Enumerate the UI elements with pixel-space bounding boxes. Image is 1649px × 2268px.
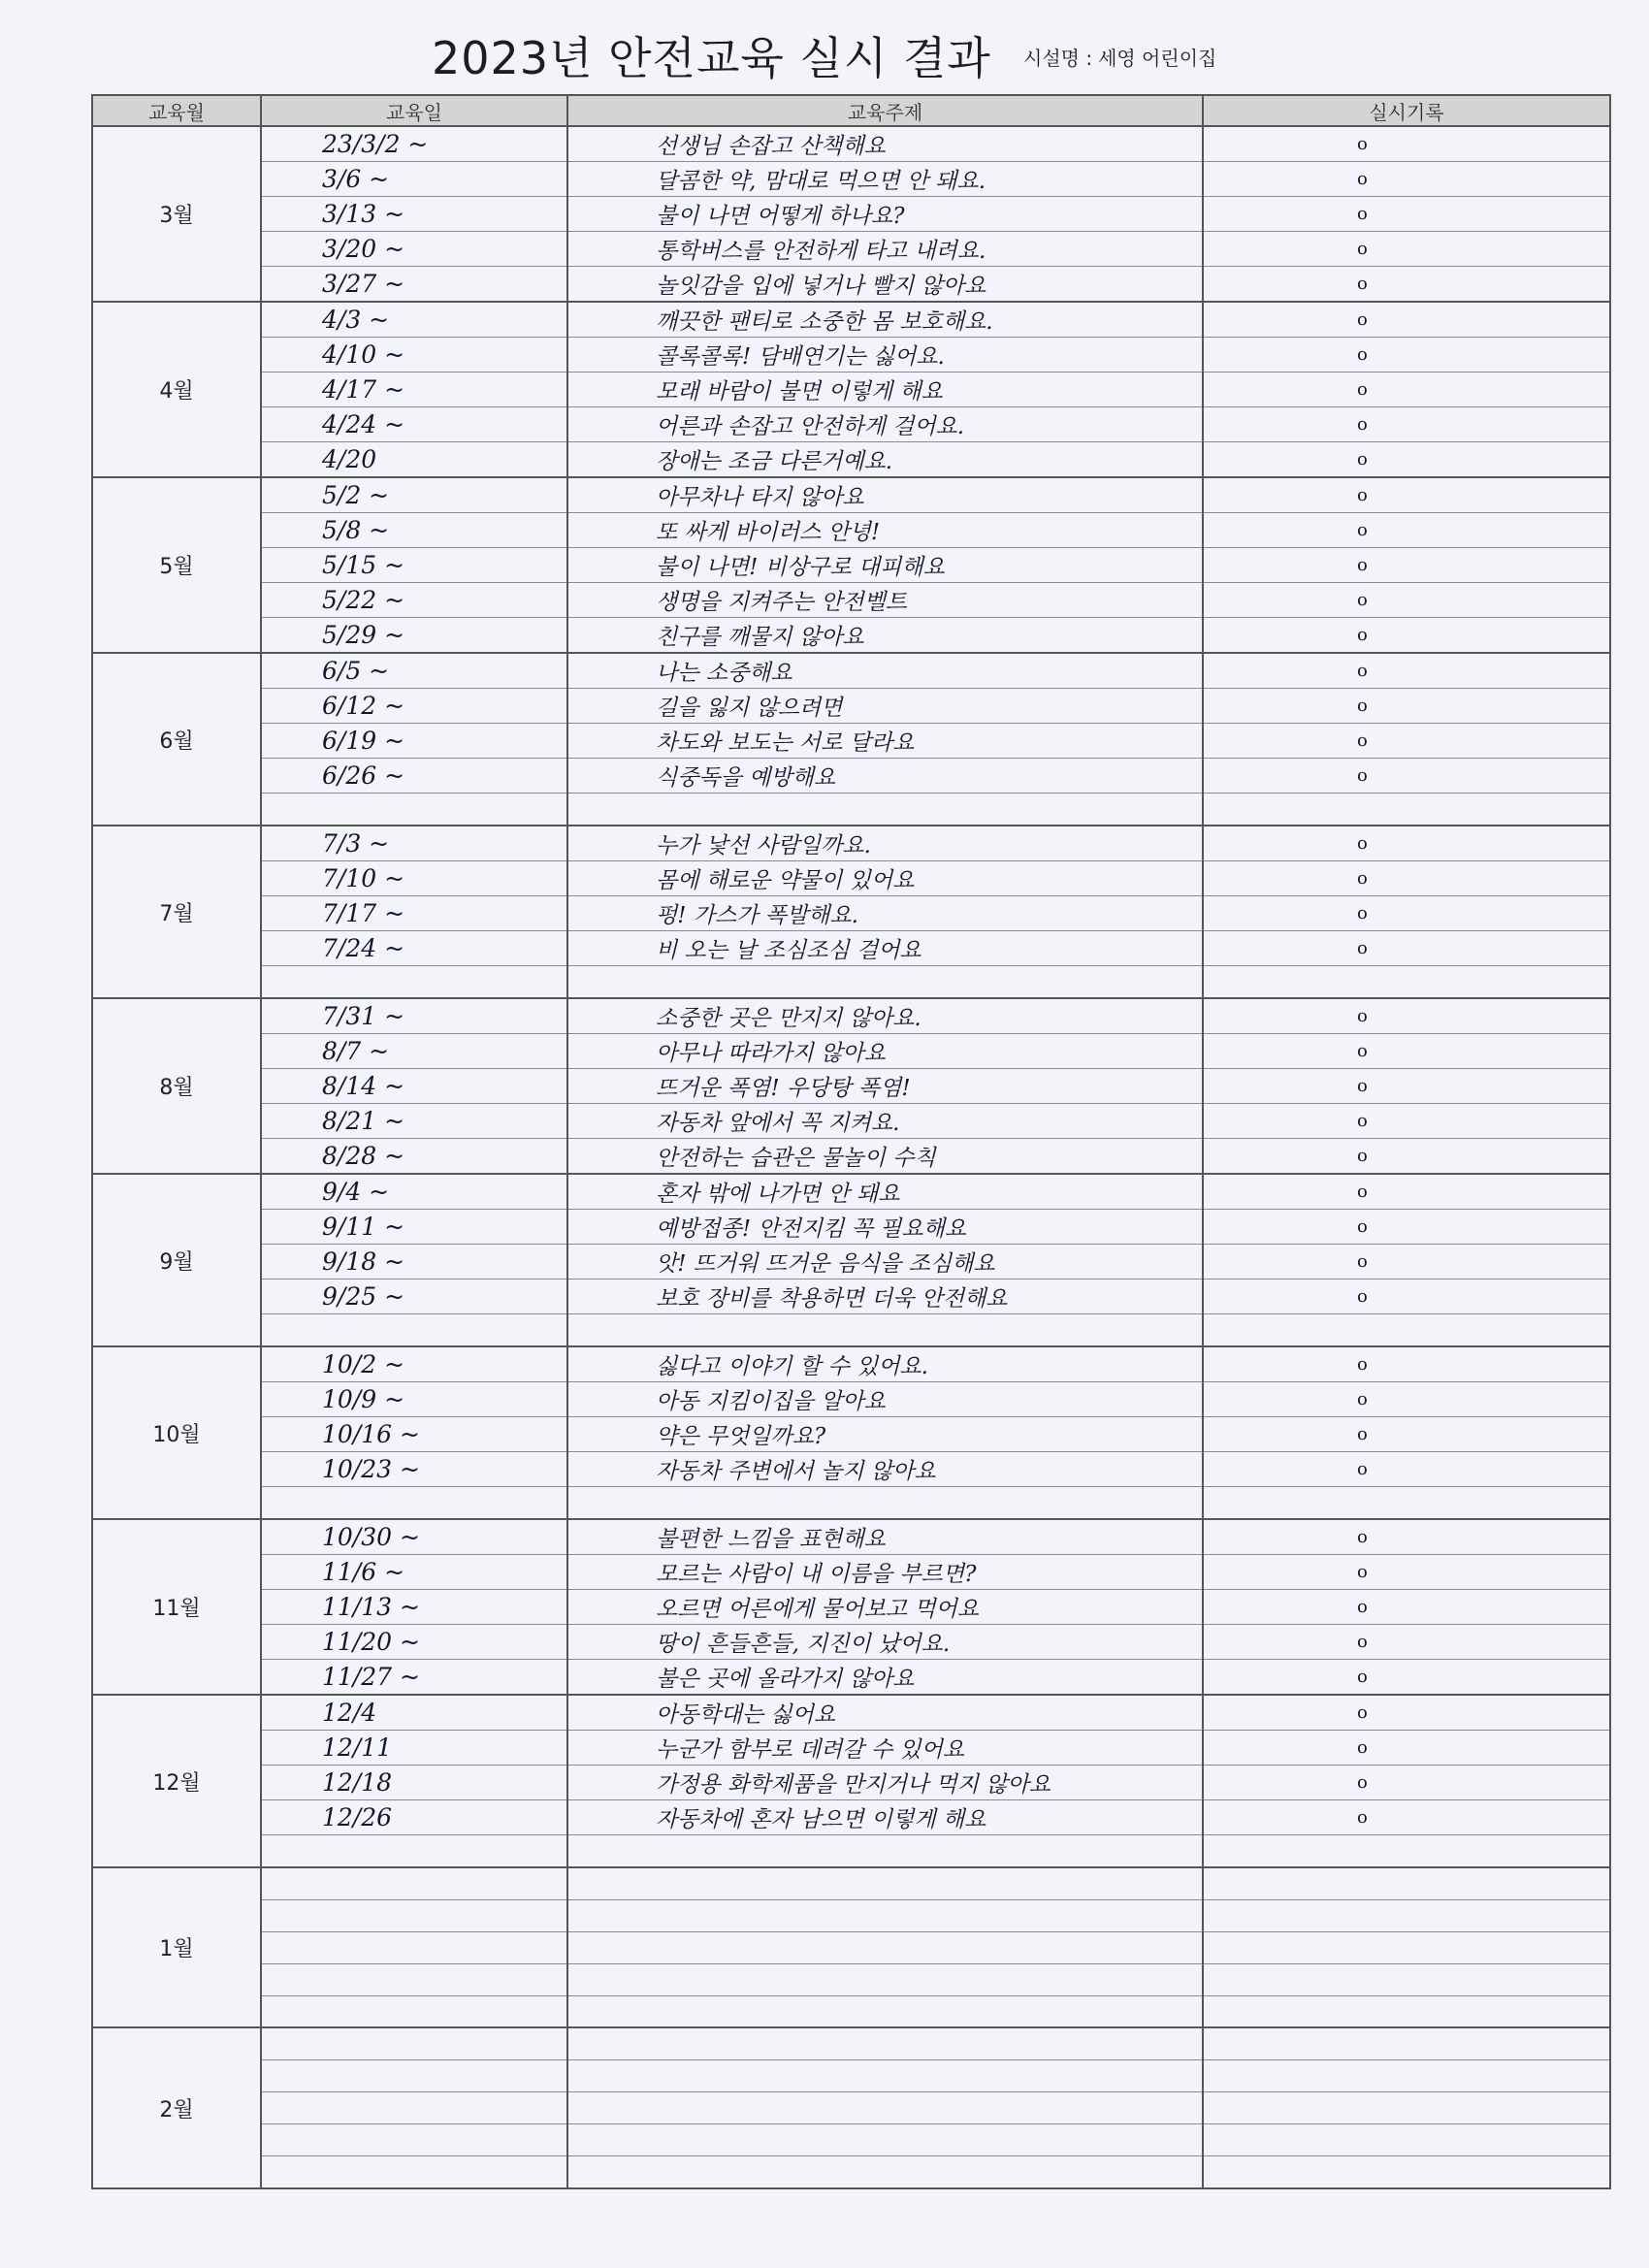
date-cell: 3/13 ~ [261, 197, 567, 232]
record-cell: o [1203, 653, 1610, 689]
record-cell: o [1203, 1139, 1610, 1175]
date-cell: 4/3 ~ [261, 302, 567, 338]
table-header-row [92, 95, 1610, 126]
table-row [92, 1800, 1610, 1835]
topic-cell: 차도와 보도는 서로 달라요 [567, 724, 1203, 759]
date-cell: 11/6 ~ [261, 1555, 567, 1590]
table-row [92, 1174, 1610, 1210]
date-cell: 7/10 ~ [261, 861, 567, 896]
record-cell: o [1203, 267, 1610, 303]
topic-cell: 아동 지킴이집을 알아요 [567, 1382, 1203, 1417]
date-cell: 5/2 ~ [261, 477, 567, 513]
table-row [92, 826, 1610, 861]
date-cell: 8/14 ~ [261, 1069, 567, 1104]
date-cell: 7/24 ~ [261, 931, 567, 966]
record-cell: o [1203, 583, 1610, 618]
table-row [92, 1900, 1610, 1932]
table-row [92, 618, 1610, 654]
date-cell: 9/4 ~ [261, 1174, 567, 1210]
topic-cell [567, 794, 1203, 826]
record-cell: o [1203, 618, 1610, 654]
record-cell [1203, 2123, 1610, 2155]
date-cell: 10/30 ~ [261, 1519, 567, 1555]
record-cell [1203, 2027, 1610, 2059]
record-cell [1203, 2155, 1610, 2188]
table-row [92, 1590, 1610, 1625]
table-row [92, 966, 1610, 998]
date-cell: 8/28 ~ [261, 1139, 567, 1175]
table-row [92, 1931, 1610, 1963]
month-cell: 3월 [92, 126, 261, 302]
table-row [92, 759, 1610, 794]
date-cell: 3/27 ~ [261, 267, 567, 303]
page-title: 2023년 안전교육 실시 결과 [432, 32, 991, 84]
date-cell: 10/2 ~ [261, 1346, 567, 1382]
table-body [92, 126, 1610, 2188]
topic-cell: 뜨거운 폭염! 우당탕 폭염! [567, 1069, 1203, 1104]
topic-cell [567, 1995, 1203, 2027]
table-row [92, 1867, 1610, 1899]
record-cell: o [1203, 998, 1610, 1034]
date-cell: 10/9 ~ [261, 1382, 567, 1417]
date-cell: 3/20 ~ [261, 232, 567, 267]
table-row [92, 1452, 1610, 1487]
record-cell [1203, 1931, 1610, 1963]
date-cell [261, 2092, 567, 2124]
topic-cell: 나는 소중해요 [567, 653, 1203, 689]
month-cell: 11월 [92, 1519, 261, 1695]
table-row [92, 513, 1610, 548]
table-row [92, 197, 1610, 232]
date-cell: 4/24 ~ [261, 407, 567, 442]
date-cell: 9/11 ~ [261, 1210, 567, 1245]
date-cell: 12/11 [261, 1731, 567, 1766]
date-cell: 12/26 [261, 1800, 567, 1835]
date-cell: 11/13 ~ [261, 1590, 567, 1625]
topic-cell [567, 2155, 1203, 2188]
topic-cell: 어른과 손잡고 안전하게 걸어요. [567, 407, 1203, 442]
topic-cell: 자동차에 혼자 남으면 이렇게 해요 [567, 1800, 1203, 1835]
date-cell [261, 1487, 567, 1519]
record-cell: o [1203, 1034, 1610, 1069]
record-cell [1203, 1867, 1610, 1899]
date-cell [261, 2155, 567, 2188]
topic-cell [567, 1314, 1203, 1346]
month-cell: 9월 [92, 1174, 261, 1346]
record-cell: o [1203, 1766, 1610, 1800]
table-row [92, 2027, 1610, 2059]
topic-cell: 불이 나면 어떻게 하나요? [567, 197, 1203, 232]
date-cell: 5/29 ~ [261, 618, 567, 654]
record-cell: o [1203, 1660, 1610, 1696]
date-cell [261, 1900, 567, 1932]
table-row [92, 162, 1610, 197]
topic-cell [567, 2060, 1203, 2092]
table-row [92, 267, 1610, 303]
table-row [92, 1731, 1610, 1766]
record-cell: o [1203, 1346, 1610, 1382]
date-cell: 9/18 ~ [261, 1245, 567, 1280]
topic-cell: 가정용 화학제품을 만지거나 먹지 않아요 [567, 1766, 1203, 1800]
record-cell: o [1203, 1555, 1610, 1590]
date-cell: 7/31 ~ [261, 998, 567, 1034]
record-cell [1203, 1487, 1610, 1519]
record-cell: o [1203, 1800, 1610, 1835]
date-cell: 8/21 ~ [261, 1104, 567, 1139]
topic-cell: 식중독을 예방해요 [567, 759, 1203, 794]
topic-cell: 친구를 깨물지 않아요 [567, 618, 1203, 654]
record-cell [1203, 1995, 1610, 2027]
table-row [92, 689, 1610, 724]
topic-cell [567, 2027, 1203, 2059]
table-row [92, 1280, 1610, 1314]
topic-cell: 누군가 함부로 데려갈 수 있어요 [567, 1731, 1203, 1766]
topic-cell: 아무차나 타지 않아요 [567, 477, 1203, 513]
date-cell: 10/16 ~ [261, 1417, 567, 1452]
date-cell: 4/17 ~ [261, 373, 567, 407]
topic-cell: 선생님 손잡고 산책해요 [567, 126, 1203, 162]
date-cell: 6/26 ~ [261, 759, 567, 794]
record-cell [1203, 1314, 1610, 1346]
month-cell: 10월 [92, 1346, 261, 1519]
topic-cell: 몸에 해로운 약물이 있어요 [567, 861, 1203, 896]
header-record: 실시기록 [1203, 95, 1610, 126]
record-cell: o [1203, 931, 1610, 966]
record-cell: o [1203, 197, 1610, 232]
record-cell: o [1203, 1382, 1610, 1417]
table-row [92, 1695, 1610, 1731]
record-cell: o [1203, 1731, 1610, 1766]
record-cell: o [1203, 338, 1610, 373]
date-cell [261, 966, 567, 998]
table-row [92, 1245, 1610, 1280]
record-cell: o [1203, 1245, 1610, 1280]
topic-cell: 콜록콜록! 담배연기는 싫어요. [567, 338, 1203, 373]
header-topic: 교육주제 [567, 95, 1203, 126]
topic-cell: 혼자 밖에 나가면 안 돼요 [567, 1174, 1203, 1210]
facility-name: 세영 어린이집 [1098, 47, 1217, 70]
topic-cell [567, 2123, 1203, 2155]
table-row [92, 896, 1610, 931]
topic-cell: 땅이 흔들흔들, 지진이 났어요. [567, 1625, 1203, 1660]
topic-cell: 오르면 어른에게 물어보고 먹어요 [567, 1590, 1203, 1625]
date-cell: 7/3 ~ [261, 826, 567, 861]
record-cell: o [1203, 477, 1610, 513]
record-cell: o [1203, 1069, 1610, 1104]
table-row [92, 1995, 1610, 2027]
topic-cell: 아동학대는 싫어요 [567, 1695, 1203, 1731]
record-cell: o [1203, 689, 1610, 724]
month-cell: 1월 [92, 1867, 261, 2027]
table-row [92, 1346, 1610, 1382]
topic-cell [567, 1867, 1203, 1899]
topic-cell [567, 1931, 1203, 1963]
table-row [92, 1034, 1610, 1069]
date-cell [261, 1963, 567, 1995]
record-cell [1203, 794, 1610, 826]
record-cell: o [1203, 1519, 1610, 1555]
table-row [92, 407, 1610, 442]
table-row [92, 583, 1610, 618]
topic-cell: 불이 나면! 비상구로 대피해요 [567, 548, 1203, 583]
topic-cell: 싫다고 이야기 할 수 있어요. [567, 1346, 1203, 1382]
date-cell: 6/19 ~ [261, 724, 567, 759]
topic-cell: 모르는 사람이 내 이름을 부르면? [567, 1555, 1203, 1590]
table-row [92, 1625, 1610, 1660]
table-row [92, 126, 1610, 162]
record-cell: o [1203, 513, 1610, 548]
table-row [92, 1660, 1610, 1696]
topic-cell [567, 1487, 1203, 1519]
date-cell [261, 794, 567, 826]
record-cell: o [1203, 826, 1610, 861]
table-row [92, 1069, 1610, 1104]
table-row [92, 2155, 1610, 2188]
topic-cell: 놀잇감을 입에 넣거나 빨지 않아요 [567, 267, 1203, 303]
record-cell: o [1203, 1104, 1610, 1139]
record-cell: o [1203, 1625, 1610, 1660]
topic-cell: 모래 바람이 불면 이렇게 해요 [567, 373, 1203, 407]
record-cell: o [1203, 442, 1610, 478]
topic-cell [567, 1963, 1203, 1995]
header-month: 교육월 [92, 95, 261, 126]
topic-cell: 약은 무엇일까요? [567, 1417, 1203, 1452]
month-cell: 5월 [92, 477, 261, 653]
record-cell: o [1203, 373, 1610, 407]
date-cell: 11/27 ~ [261, 1660, 567, 1696]
header-date: 교육일 [261, 95, 567, 126]
topic-cell: 불편한 느낌을 표현해요 [567, 1519, 1203, 1555]
date-cell: 4/20 [261, 442, 567, 478]
month-cell: 7월 [92, 826, 261, 998]
date-cell: 8/7 ~ [261, 1034, 567, 1069]
table-row [92, 1766, 1610, 1800]
topic-cell: 장애는 조금 다른거예요. [567, 442, 1203, 478]
topic-cell: 앗! 뜨거워 뜨거운 음식을 조심해요 [567, 1245, 1203, 1280]
topic-cell: 비 오는 날 조심조심 걸어요 [567, 931, 1203, 966]
date-cell: 12/18 [261, 1766, 567, 1800]
table-row [92, 442, 1610, 478]
date-cell: 9/25 ~ [261, 1280, 567, 1314]
facility-label: 시설명 : [1023, 47, 1093, 70]
topic-cell: 자동차 앞에서 꼭 지켜요. [567, 1104, 1203, 1139]
record-cell [1203, 1835, 1610, 1867]
date-cell [261, 1314, 567, 1346]
table-row [92, 2092, 1610, 2124]
table-row [92, 2060, 1610, 2092]
topic-cell: 아무나 따라가지 않아요 [567, 1034, 1203, 1069]
table-row [92, 998, 1610, 1034]
record-cell: o [1203, 861, 1610, 896]
record-cell: o [1203, 759, 1610, 794]
table-row [92, 724, 1610, 759]
table-row [92, 477, 1610, 513]
record-cell: o [1203, 1417, 1610, 1452]
table-row [92, 232, 1610, 267]
record-cell: o [1203, 1280, 1610, 1314]
topic-cell: 예방접종! 안전지킴 꼭 필요해요 [567, 1210, 1203, 1245]
date-cell: 7/17 ~ [261, 896, 567, 931]
record-cell: o [1203, 1695, 1610, 1731]
date-cell [261, 2060, 567, 2092]
record-cell: o [1203, 126, 1610, 162]
date-cell [261, 2123, 567, 2155]
month-cell: 6월 [92, 653, 261, 826]
topic-cell [567, 2092, 1203, 2124]
date-cell: 23/3/2 ~ [261, 126, 567, 162]
topic-cell: 불은 곳에 올라가지 않아요 [567, 1660, 1203, 1696]
topic-cell [567, 966, 1203, 998]
record-cell: o [1203, 1452, 1610, 1487]
topic-cell: 또 싸게 바이러스 안녕! [567, 513, 1203, 548]
topic-cell: 자동차 주변에서 놀지 않아요 [567, 1452, 1203, 1487]
record-cell: o [1203, 302, 1610, 338]
record-cell [1203, 966, 1610, 998]
table-row [92, 653, 1610, 689]
month-cell: 12월 [92, 1695, 261, 1867]
record-cell: o [1203, 548, 1610, 583]
facility-info [1023, 43, 1222, 71]
table-row [92, 931, 1610, 966]
table-row [92, 548, 1610, 583]
table-row [92, 1963, 1610, 1995]
table-row [92, 1835, 1610, 1867]
topic-cell: 길을 잃지 않으려면 [567, 689, 1203, 724]
table-row [92, 1314, 1610, 1346]
month-cell: 4월 [92, 302, 261, 477]
record-cell [1203, 2060, 1610, 2092]
record-cell: o [1203, 162, 1610, 197]
date-cell: 10/23 ~ [261, 1452, 567, 1487]
record-cell: o [1203, 724, 1610, 759]
topic-cell [567, 1835, 1203, 1867]
topic-cell: 달콤한 약, 맘대로 먹으면 안 돼요. [567, 162, 1203, 197]
table-row [92, 1139, 1610, 1175]
topic-cell [567, 1900, 1203, 1932]
table-row [92, 338, 1610, 373]
date-cell: 5/8 ~ [261, 513, 567, 548]
record-cell [1203, 1900, 1610, 1932]
month-cell: 8월 [92, 998, 261, 1174]
record-cell [1203, 2092, 1610, 2124]
table-row [92, 1487, 1610, 1519]
table-row [92, 794, 1610, 826]
record-cell: o [1203, 407, 1610, 442]
record-cell: o [1203, 1174, 1610, 1210]
date-cell: 12/4 [261, 1695, 567, 1731]
date-cell [261, 1995, 567, 2027]
topic-cell: 소중한 곳은 만지지 않아요. [567, 998, 1203, 1034]
record-cell: o [1203, 1210, 1610, 1245]
topic-cell: 깨끗한 팬티로 소중한 몸 보호해요. [567, 302, 1203, 338]
table-row [92, 1417, 1610, 1452]
topic-cell: 안전하는 습관은 물놀이 수칙 [567, 1139, 1203, 1175]
date-cell: 6/5 ~ [261, 653, 567, 689]
topic-cell: 누가 낯선 사람일까요. [567, 826, 1203, 861]
date-cell: 3/6 ~ [261, 162, 567, 197]
topic-cell: 펑! 가스가 폭발해요. [567, 896, 1203, 931]
table-row [92, 2123, 1610, 2155]
date-cell: 5/22 ~ [261, 583, 567, 618]
record-cell: o [1203, 1590, 1610, 1625]
date-cell [261, 1931, 567, 1963]
month-cell: 2월 [92, 2027, 261, 2188]
topic-cell: 생명을 지켜주는 안전벨트 [567, 583, 1203, 618]
date-cell [261, 1867, 567, 1899]
table-row [92, 373, 1610, 407]
topic-cell: 통학버스를 안전하게 타고 내려요. [567, 232, 1203, 267]
table-row [92, 1210, 1610, 1245]
record-cell: o [1203, 232, 1610, 267]
date-cell: 6/12 ~ [261, 689, 567, 724]
table-row [92, 302, 1610, 338]
record-cell [1203, 1963, 1610, 1995]
date-cell [261, 1835, 567, 1867]
date-cell: 11/20 ~ [261, 1625, 567, 1660]
date-cell: 5/15 ~ [261, 548, 567, 583]
record-cell: o [1203, 896, 1610, 931]
date-cell: 4/10 ~ [261, 338, 567, 373]
topic-cell: 보호 장비를 착용하면 더욱 안전해요 [567, 1280, 1203, 1314]
date-cell [261, 2027, 567, 2059]
safety-education-table [91, 94, 1611, 2189]
table-row [92, 1382, 1610, 1417]
table-row [92, 861, 1610, 896]
table-row [92, 1104, 1610, 1139]
table-row [92, 1555, 1610, 1590]
table-row [92, 1519, 1610, 1555]
